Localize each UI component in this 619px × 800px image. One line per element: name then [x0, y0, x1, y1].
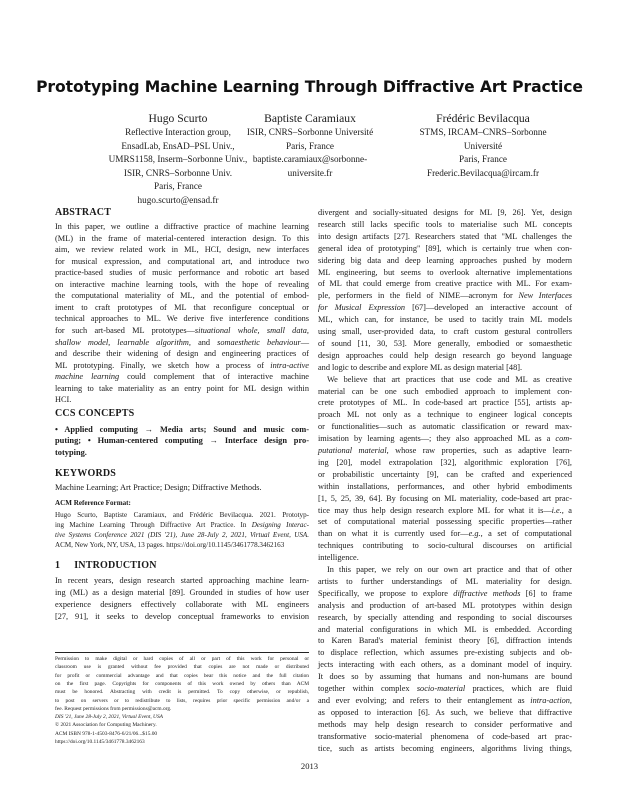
emphasis: shallow model, learnable algorithm,: [55, 337, 191, 347]
introduction-line: and logic to describe and explore ML as design material [48].: [318, 362, 523, 372]
introduction-line: ing [20], model extrapolation [32], algorithmic exploration [76],: [318, 457, 572, 467]
introduction-line: crete prototypes of ML. In code-based art practice [55], artists ap-: [318, 398, 572, 408]
abstract-line: and describe their widening of design and engineering practices of: [55, 349, 309, 359]
introduction-line: proach ML not only as a technique to engineer logical concepts: [318, 410, 572, 420]
author-affiliation: UMRS1158, Inserm–Sorbonne Univ.,: [108, 154, 248, 165]
introduction-line: transformative socio-material phenomena of code-based art prac-: [318, 731, 572, 741]
emphasis: machine learning: [55, 372, 120, 382]
page-number: 2013: [300, 761, 319, 771]
author-affiliation: Reflective Interaction group,: [125, 127, 231, 137]
introduction-line: experience designers effectively collaborate with ML engineers: [55, 599, 309, 609]
emphasis: DIS '21, June 28-July 2, 2021, Virtual Event, USA: [55, 714, 163, 721]
introduction-line: set of computational material possessing specific properties—rather: [318, 517, 572, 527]
introduction-line: jects interacting with each others, as a dominant model of inquiry.: [318, 660, 572, 670]
author-email[interactable]: Frederic.Bevilacqua@ircam.fr: [426, 167, 540, 178]
introduction-line: of sound [11, 30, 53]. More generally, embodied or somaesthetic: [318, 338, 572, 348]
introduction-line: ML engineering, but seems to overlook alternative implementations: [318, 267, 572, 277]
footnote-line: fee. Request permissions from permissions@acm.org.: [55, 705, 172, 712]
emphasis: for Musical Expression: [318, 303, 406, 313]
acm-reference-heading: ACM Reference Format:: [55, 499, 131, 507]
paper-title: Prototyping Machine Learning Through Diffractive Art Practice: [36, 78, 583, 96]
introduction-line: imisation by learning agents—; they also approached ML as a com-: [318, 434, 572, 444]
introduction-line: research, by specially attending and responding to social discourses: [318, 612, 572, 622]
introduction-line: or functionalities—such as automatic classification or reward max-: [318, 422, 572, 432]
abstract-line: for musical expression, and computational art, and introduce two: [55, 256, 309, 266]
emphasis: intra-action: [530, 695, 570, 705]
introduction-line: of ML that could emerge from creative practice with ML. For exam-: [318, 279, 572, 289]
footnote-line: Permission to make digital or hard copies of all or part of this work for personal or: [55, 656, 309, 662]
introduction-line: ing (ML) as a design material [89]. Grounded in studies of how user: [55, 587, 309, 597]
introduction-line: or probabilistic uncertainty [9], can be crafted and experienced: [318, 469, 572, 479]
section-title: INTRODUCTION: [74, 560, 157, 571]
author-email[interactable]: hugo.scurto@ensad.fr: [137, 194, 219, 205]
abstract-line: shallow model, learnable algorithm, and somaesthetic behaviour—: [55, 337, 309, 347]
abstract-line: for such art-based ML prototypes—situational whole, small data,: [55, 325, 309, 335]
acm-reference-line: [55, 530, 309, 540]
introduction-line: within installations, performances, and other hybrid embodiments: [318, 481, 572, 491]
introduction-line: and material configurations in which ML is embedded. According: [318, 624, 572, 634]
author-email[interactable]: universite.fr: [287, 167, 333, 178]
introduction-line: divergent and socially-situated designs for ML [9, 26]. Yet, design: [318, 208, 572, 217]
emphasis: situational whole, small data,: [194, 325, 309, 335]
emphasis: New Interfaces: [518, 291, 572, 301]
author-3: [398, 111, 568, 180]
author-email[interactable]: baptiste.caramiaux@sorbonne-: [252, 154, 368, 165]
introduction-heading: [55, 560, 157, 571]
introduction-line: artists to further understandings of ML materiality for design.: [318, 576, 572, 586]
introduction-line: It does so by assuming that humans and non-humans are bound: [318, 672, 572, 682]
author-affiliation: STMS, IRCAM–CNRS–Sorbonne: [419, 127, 547, 137]
abstract-line: the computational materiality of ML, and the potential of embod-: [55, 291, 309, 301]
abstract-line: In this paper, we outline a diffractive practice of machine learning: [55, 222, 309, 231]
footnote-line: for profit or commercial advantage and that copies bear this notice and the full citation: [55, 672, 309, 679]
footnote-line: ACM ISBN 978-1-4503-8476-6/21/06...$15.00: [55, 730, 158, 737]
introduction-line: than on what it is currently used for—e.g., a set of computational: [318, 529, 572, 539]
introduction-line: [1, 5, 25, 39, 64]. By focusing on ML materiality, code-based art prac-: [318, 493, 572, 503]
abstract-line: ML prototyping. Finally, we sketch how a process of intra-active: [55, 360, 309, 370]
abstract-line: HCI.: [55, 395, 72, 405]
acm-reference-line: ing Machine Learning Through Diffractive Art Practice. In Designing Interac-: [55, 521, 309, 530]
introduction-line: sidering big data and deep learning approaches pushed by modern: [318, 255, 572, 265]
footnote-line: to post on servers or to redistribute to lists, requires prior specific permission and/or a: [55, 697, 309, 704]
footnote-line: on the first page. Copyrights for components of this work owned by others than ACM: [55, 680, 309, 687]
ccs-heading: CCS CONCEPTS: [55, 408, 135, 419]
author-location: Paris, France: [154, 181, 202, 192]
abstract-line: iment to craft prototypes of ML that reconfigure conceptual or: [55, 302, 309, 312]
introduction-line: to Karen Barad's material feminist theory [6], diffraction intends: [318, 636, 572, 646]
acm-reference-line: ACM, New York, NY, USA, 13 pages. https://doi.org/10.1145/3461778.3462163: [55, 541, 285, 550]
footnote-line: © 2021 Association for Computing Machinery.: [55, 722, 157, 729]
emphasis: somaesthetic behaviour: [217, 337, 301, 347]
introduction-line: to displace reflection, which assumes pre-existing subjects and ob-: [318, 648, 572, 658]
ccs-line: totyping.: [55, 447, 87, 457]
abstract-line: (ML) in the frame of material-centered interaction design. To this: [55, 233, 309, 243]
introduction-line: ML, which can, for instance, be used to tacitly train ML models: [318, 315, 572, 325]
emphasis: tive Systems Conference 2021 (DIS '21), June 28-July 2, 2021, Virtual Event, USA.: [55, 531, 309, 540]
introduction-line: into design artifacts [27]. Researchers stated that "ML challenges the: [318, 231, 572, 241]
keywords-heading: KEYWORDS: [55, 468, 117, 479]
introduction-line: material can be one such embodied approach to implement con-: [318, 386, 572, 396]
emphasis: Designing Interac-: [251, 521, 309, 530]
introduction-line: tice, such as artists becoming engineers, algorithms living things,: [318, 743, 572, 753]
keywords-text: Machine Learning; Art Practice; Design; Diffractive Methods.: [55, 483, 262, 492]
introduction-line: design approaches could help design research go beyond language: [318, 350, 572, 360]
emphasis: i.e.: [551, 505, 562, 515]
abstract-line: machine learning could complement that of interactive machine: [55, 372, 309, 382]
introduction-line: tice may thus help design research explore ML for what it is—i.e., a: [318, 505, 572, 515]
introduction-line: In recent years, design research started approaching machine learn-: [55, 576, 309, 585]
author-affiliation: EnsadLab, EnsAD–PSL Univ.,: [121, 140, 235, 151]
footnote-line: [55, 713, 309, 721]
abstract-line: practice-based studies of music performance and robotic art based: [55, 268, 309, 278]
introduction-line: In this paper, we rely on our own art practice and that of other: [327, 565, 572, 574]
abstract-line: technical approaches to ML. We derive five interference conditions: [55, 314, 309, 324]
introduction-line: and ever evolving; and refers to their entanglement as intra-action,: [318, 695, 572, 705]
introduction-line: analysis and production of art-based ML prototypes within design: [318, 600, 572, 610]
acm-reference-line: Hugo Scurto, Baptiste Caramiaux, and Frédéric Bevilacqua. 2021. Prototyp-: [55, 511, 309, 519]
author-name: Baptiste Caramiaux: [264, 112, 356, 125]
author-affiliation: ISIR, CNRS–Sorbonne Université: [246, 127, 374, 137]
emphasis: com-: [555, 434, 572, 444]
ccs-line: puting; • Human-centered computing → Interface design pro-: [55, 436, 309, 446]
introduction-line: general idea of prototyping" [89], which is certainly true when con-: [318, 243, 572, 253]
footnote-line: must be honored. Abstracting with credit is permitted. To copy otherwise, or republish,: [55, 689, 309, 696]
introduction-line: methods may help design research to consider performative and: [318, 719, 572, 729]
author-2: [230, 111, 390, 180]
introduction-line: together within complex socio-material practices, which are fluid: [318, 684, 572, 693]
footnote-line: classroom use is granted without fee provided that copies are not made or distributed: [55, 664, 309, 671]
emphasis: e.g.: [468, 529, 481, 539]
author-name: Frédéric Bevilacqua: [436, 112, 530, 125]
introduction-line: We believe that art practices that use code and ML as creative: [327, 374, 572, 384]
introduction-line: using small, user-provided data, to craft custom gestural controllers: [318, 327, 572, 336]
author-affiliation: Université: [463, 140, 503, 151]
emphasis: diffractive methods: [453, 588, 521, 598]
emphasis: socio-material: [416, 684, 466, 693]
author-affiliation: ISIR, CNRS–Sorbonne Univ.: [123, 167, 233, 178]
introduction-line: putational material, whose raw properties, such as adaptive learn-: [318, 446, 572, 455]
emphasis: putational material: [318, 446, 387, 455]
introduction-line: Specifically, we propose to explore diffractive methods [6] to frame: [318, 588, 573, 598]
introduction-line: techniques contributing to socio-cultural discourses on artificial: [318, 541, 572, 551]
introduction-line: intelligence.: [318, 553, 359, 563]
introduction-line: ple, performers in the field of NIME—acronym for New Interfaces: [318, 291, 572, 301]
abstract-line: aim, we review related work in ML, HCI, design, new interfaces: [55, 245, 309, 255]
abstract-heading: ABSTRACT: [55, 207, 112, 218]
abstract-line: on interactive machine learning tools, with the hope of revealing: [55, 279, 309, 289]
introduction-line: [27, 91], it seeks to develop conceptual frameworks to envision: [55, 611, 309, 621]
introduction-line: for Musical Expression [67]—developed an interactive account of: [318, 303, 573, 313]
ccs-line: • Applied computing → Media arts; Sound and music com-: [55, 425, 309, 434]
emphasis: intra-active: [270, 360, 309, 370]
introduction-line: as opposed to interaction [6]. As such, we believe that diffractive: [318, 707, 572, 717]
footnote-line: https://doi.org/10.1145/3461778.3462163: [55, 739, 145, 745]
author-location: Paris, France: [459, 154, 507, 165]
abstract-line: learning to take materiality as an entry point for ML design within: [55, 383, 309, 393]
author-location: Paris, France: [286, 140, 334, 151]
footnote-divider: [55, 652, 309, 653]
author-name: Hugo Scurto: [148, 112, 208, 125]
section-number: 1: [55, 560, 61, 571]
introduction-line: research still lacks specific tools to materialise such ML concepts: [318, 219, 572, 229]
